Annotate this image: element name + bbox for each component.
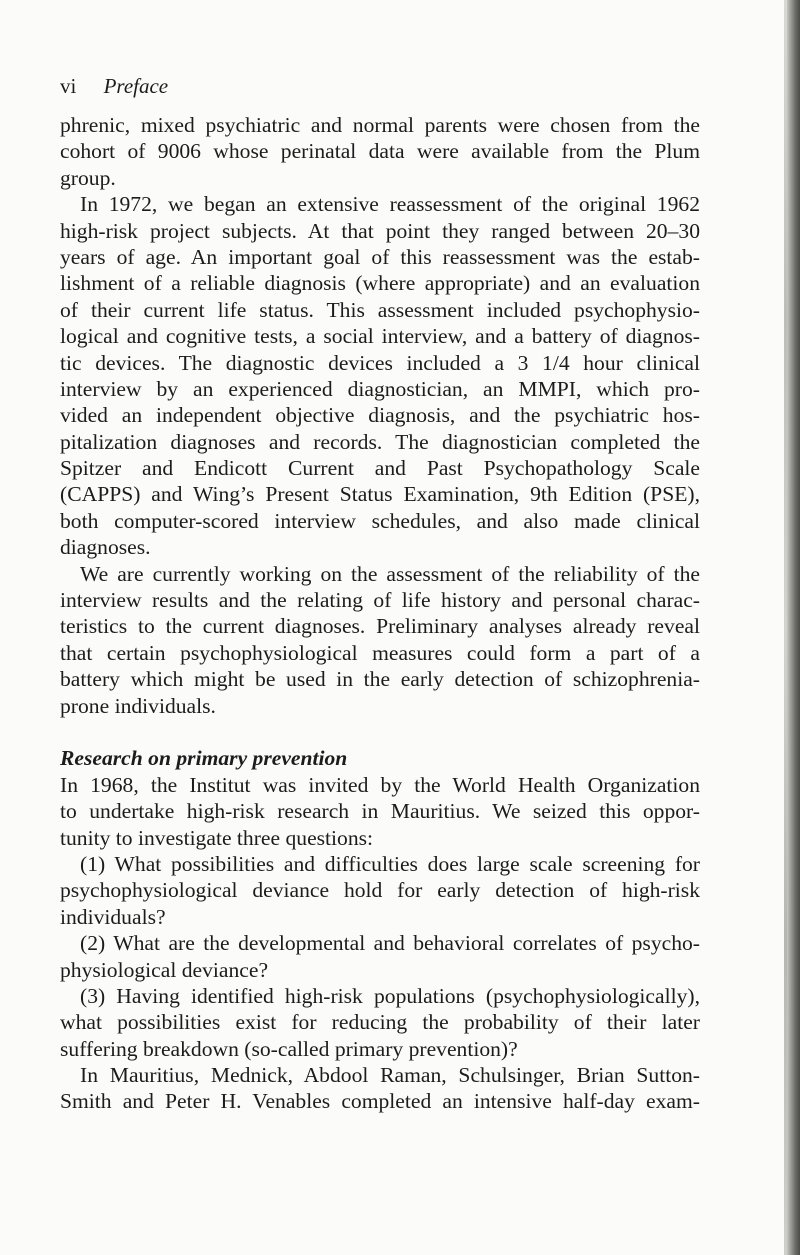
text-line: both computer-scored interview schedules, and also made clinical — [60, 508, 700, 533]
text-line: diagnoses. — [60, 535, 151, 560]
text-line: to undertake high-risk research in Mauritius. We seized this oppor- — [60, 799, 700, 824]
text-line: We are currently working on the assessment of the reliability of the — [80, 561, 700, 586]
text-line: psychophysiological deviance hold for early detection of high-risk — [60, 878, 700, 903]
text-line: (1) What possibilities and difficulties does large scale screening for — [80, 851, 700, 876]
text-line: (CAPPS) and Wing’s Present Status Examination, 9th Edition (PSE), — [60, 482, 700, 507]
text-line: suffering breakdown (so-called primary prevention)? — [60, 1036, 518, 1061]
text-line: of their current life status. This assessment included psychophysio- — [60, 297, 700, 322]
text-line: interview results and the relating of life history and personal charac- — [60, 588, 700, 613]
text-line: physiological deviance? — [60, 957, 269, 982]
text-line: interview by an experienced diagnostician, an MMPI, which pro- — [60, 376, 700, 401]
text-line: tunity to investigate three questions: — [60, 825, 374, 850]
text-line: vided an independent objective diagnosis, and the psychiatric hos- — [60, 403, 700, 428]
text-line: what possibilities exist for reducing the probability of their later — [60, 1010, 700, 1035]
paragraph-gap — [60, 719, 700, 745]
text-line: group. — [60, 165, 116, 190]
text-line: teristics to the current diagnoses. Preliminary analyses already reveal — [60, 614, 700, 639]
text-line: (2) What are the developmental and behavioral correlates of psycho- — [80, 931, 700, 956]
text-line: battery which might be used in the early detection of schizophrenia- — [60, 667, 700, 692]
section-heading: Research on primary prevention — [60, 746, 348, 771]
page-number: vi — [60, 74, 77, 98]
text-line: that certain psychophysiological measures could form a part of a — [60, 640, 700, 665]
text-line: pitalization diagnoses and records. The diagnostician completed the — [60, 429, 700, 454]
scanned-page-edge — [784, 0, 800, 1255]
text-line: In 1972, we began an extensive reassessment of the original 1962 — [80, 192, 700, 217]
section-title: Preface — [103, 74, 169, 98]
text-line: Smith and Peter H. Venables completed an intensive half-day exam- — [60, 1089, 700, 1114]
text-line: In 1968, the Institut was invited by the World Health Organization — [60, 772, 700, 797]
text-line: high-risk project subjects. At that point they ranged between 20–30 — [60, 218, 700, 243]
text-line: lishment of a reliable diagnosis (where appropriate) and an evaluation — [60, 271, 700, 296]
text-line: logical and cognitive tests, a social interview, and a battery of diagnos- — [60, 324, 700, 349]
text-line: In Mauritius, Mednick, Abdool Raman, Schulsinger, Brian Sutton- — [80, 1063, 700, 1088]
text-line: phrenic, mixed psychiatric and normal parents were chosen from the — [60, 113, 700, 137]
body-text — [60, 112, 700, 1115]
text-line: tic devices. The diagnostic devices included a 3 1/4 hour clinical — [60, 350, 700, 375]
running-head — [60, 74, 168, 98]
text-line: prone individuals. — [60, 693, 216, 718]
text-line: (3) Having identified high-risk populations (psychophysiologically), — [80, 983, 700, 1008]
text-line: Spitzer and Endicott Current and Past Psychopathology Scale — [60, 456, 700, 481]
text-line: cohort of 9006 whose perinatal data were available from the Plum — [60, 139, 700, 164]
text-line: individuals? — [60, 904, 166, 929]
text-line: years of age. An important goal of this reassessment was the estab- — [60, 244, 700, 269]
